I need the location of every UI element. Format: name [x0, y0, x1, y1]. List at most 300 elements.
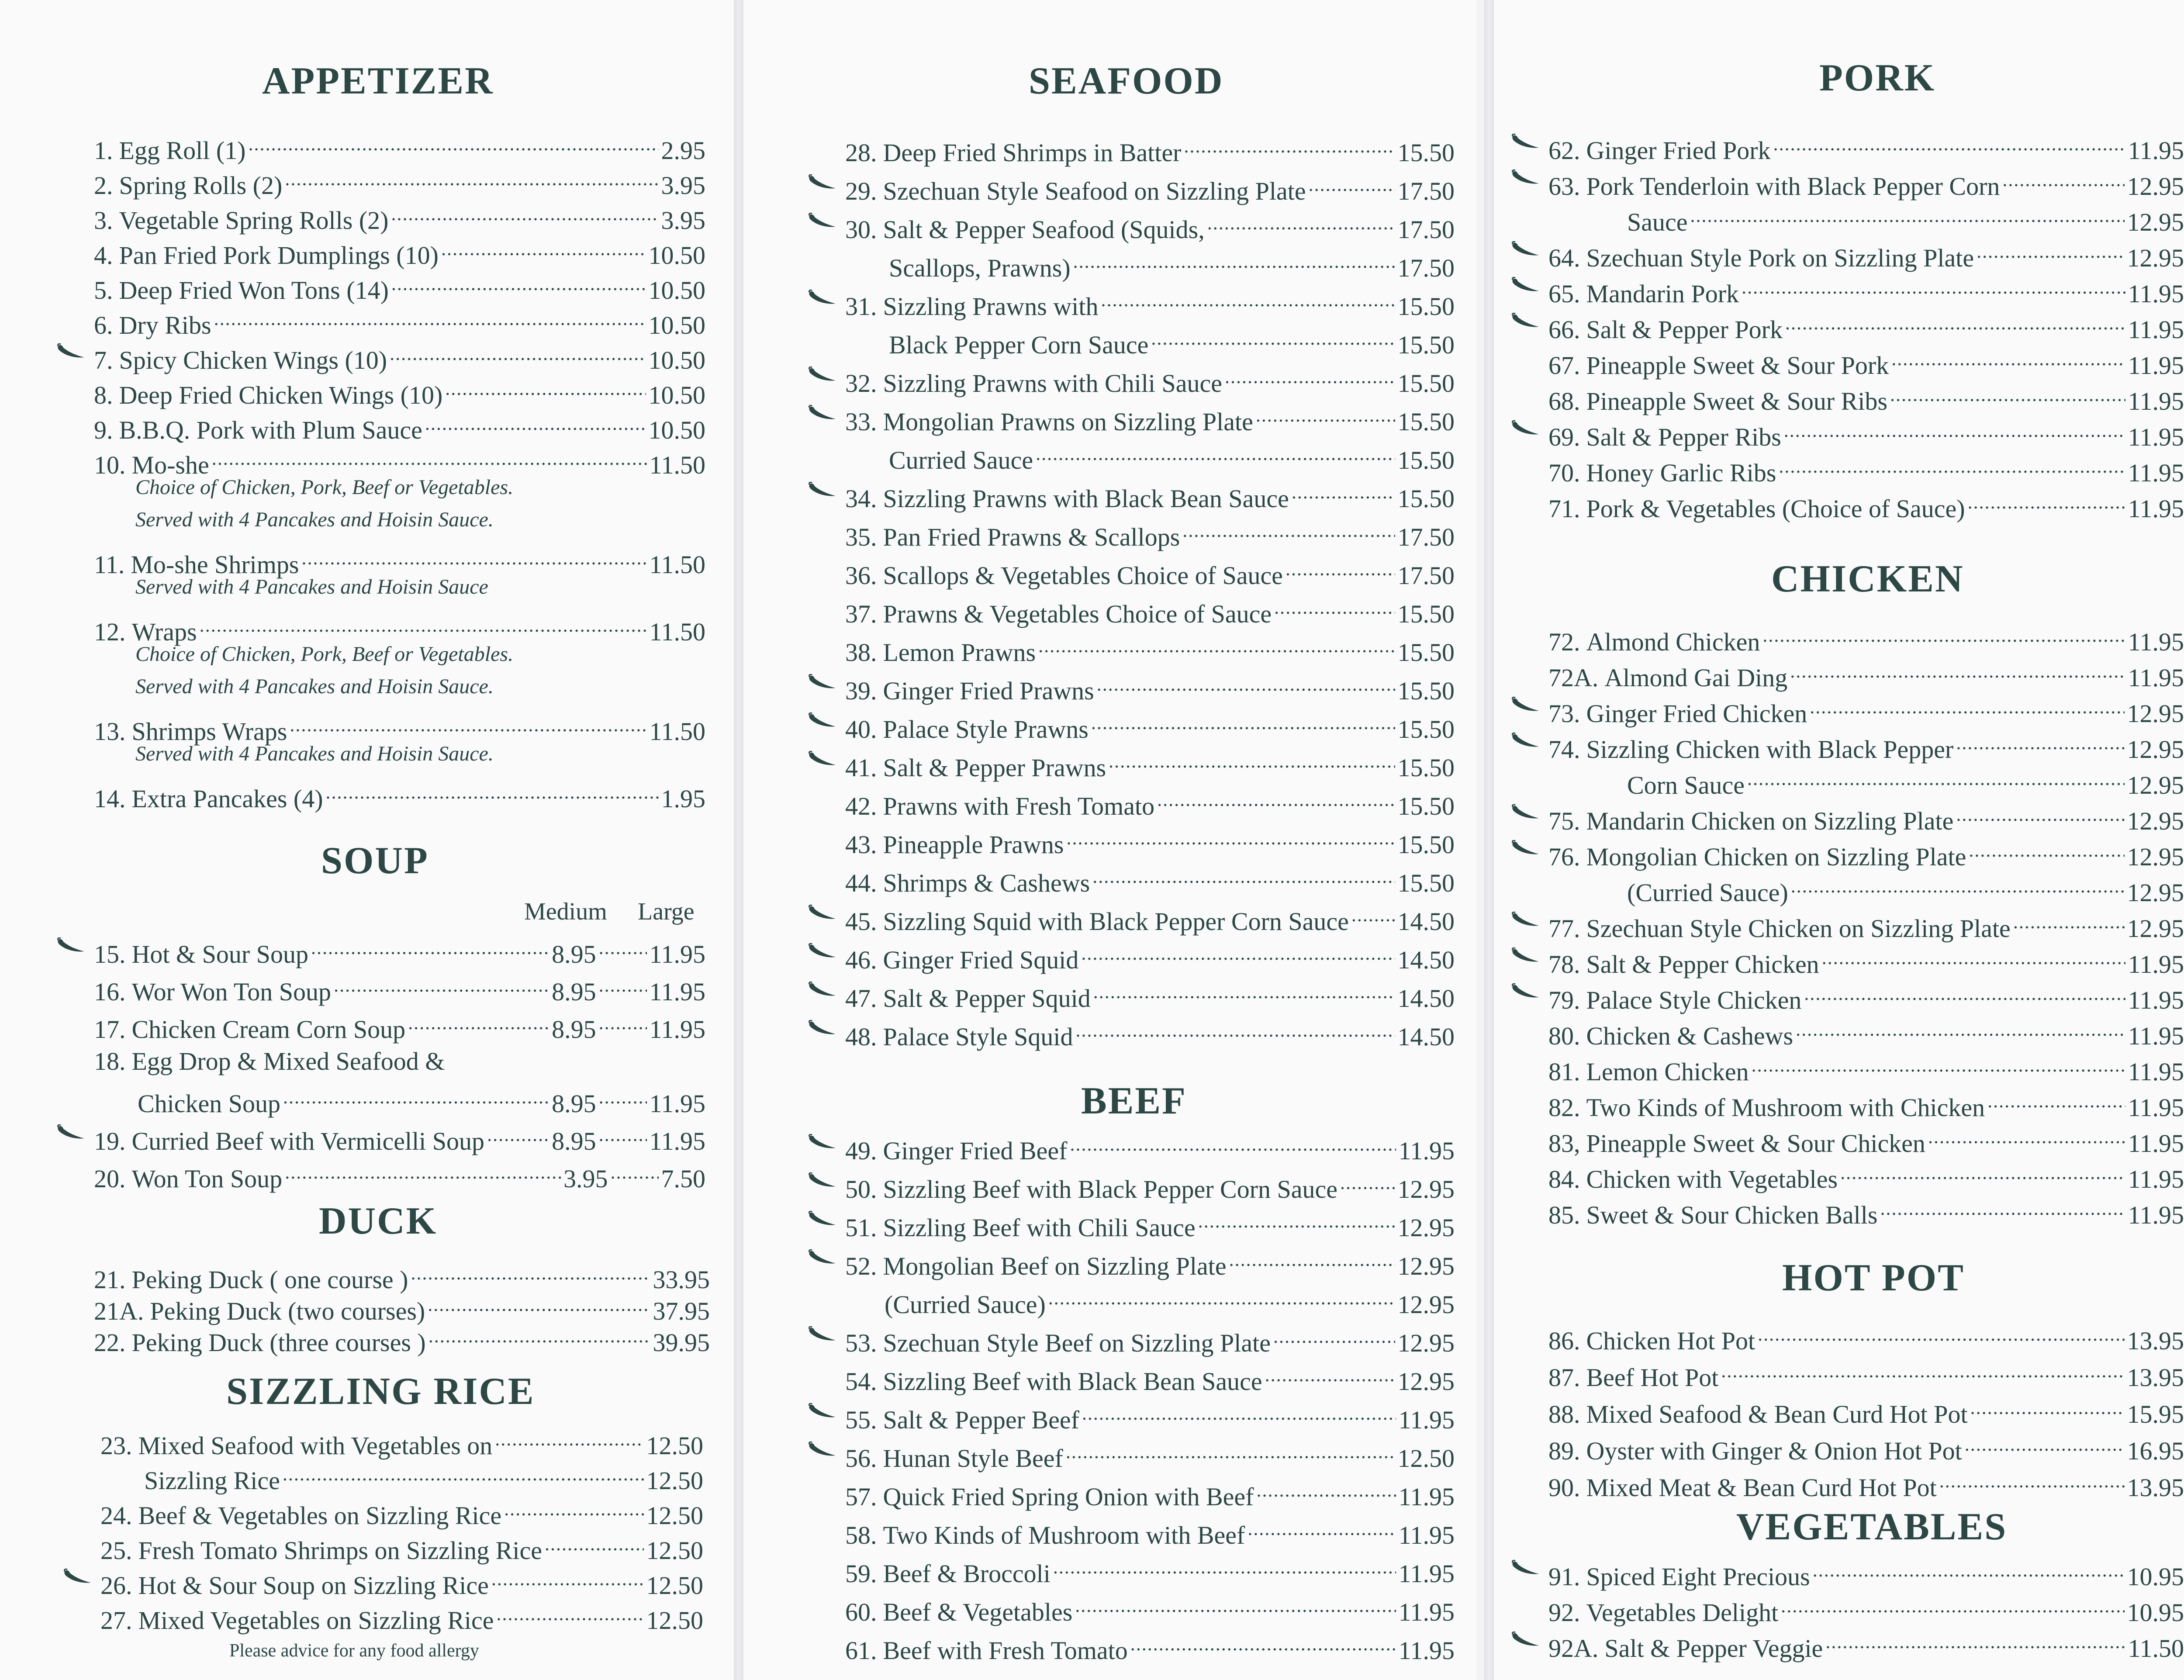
item-name: Szechuan Style Beef on Sizzling Plate: [883, 1329, 1271, 1357]
dot-leader: [1340, 1170, 1395, 1198]
item-price: 12.95: [2127, 699, 2184, 728]
dot-leader: [1225, 364, 1395, 392]
menu-item: [1548, 1321, 2184, 1355]
item-number: 31.: [845, 292, 877, 321]
item-price: 15.50: [1397, 754, 1455, 782]
dot-leader: [1082, 1400, 1396, 1428]
item-price: 17.50: [1397, 215, 1455, 244]
item-number: 6.: [94, 311, 113, 339]
item-number: 16.: [94, 978, 126, 1006]
item-number: 61.: [845, 1636, 877, 1665]
hot-pepper-icon: [807, 943, 837, 961]
item-price: 11.95: [2128, 387, 2184, 415]
item-number: 71.: [1548, 494, 1580, 523]
item-name-cont: Corn Sauce: [1627, 771, 1745, 799]
price-medium: 3.95: [563, 1165, 608, 1193]
item-name: Deep Fried Chicken Wings (10): [119, 381, 443, 409]
item-number: 28.: [845, 138, 877, 167]
hot-pepper-icon: [807, 1326, 837, 1344]
item-name: Sweet & Sour Chicken Balls: [1586, 1201, 1878, 1229]
menu-item: [1548, 981, 2184, 1014]
menu-item: [845, 1362, 1455, 1396]
item-name: Two Kinds of Mushroom with Beef: [883, 1521, 1245, 1549]
item-number: 60.: [845, 1598, 877, 1626]
item-number: 22.: [94, 1328, 126, 1357]
item-number: 63.: [1548, 172, 1580, 200]
hot-pepper-icon: [1510, 983, 1541, 1001]
item-name: Prawns & Vegetables Choice of Sauce: [883, 600, 1272, 628]
menu-item: [1548, 382, 2184, 415]
dot-leader: [1157, 787, 1395, 815]
item-price: 14.50: [1397, 984, 1455, 1013]
item-price: 12.95: [2127, 914, 2184, 943]
item-number: 13.: [94, 717, 126, 746]
item-price: 17.50: [1397, 177, 1455, 205]
menu-item: [1548, 909, 2184, 943]
item-price: 12.95: [1397, 1290, 1455, 1319]
menu-item: [845, 1400, 1455, 1434]
item-price: 12.50: [646, 1466, 703, 1495]
dot-leader: [441, 236, 646, 264]
item-number: 8.: [94, 381, 113, 409]
item-number: 49.: [845, 1137, 877, 1165]
menu-item: [845, 210, 1455, 244]
item-number: 59.: [845, 1559, 877, 1588]
dot-leader: [1053, 1554, 1396, 1582]
item-price: 15.50: [1397, 600, 1455, 628]
item-price: 15.50: [1397, 638, 1455, 667]
item-price: 12.50: [646, 1431, 703, 1460]
hot-pepper-icon: [807, 1211, 837, 1228]
item-number: 56.: [845, 1444, 877, 1473]
item-price: 11.95: [2128, 986, 2184, 1014]
item-price: 12.95: [2127, 878, 2184, 907]
item-name: Pineapple Sweet & Sour Chicken: [1586, 1129, 1925, 1158]
dot-leader: [1785, 310, 2125, 338]
item-name: Pineapple Sweet & Sour Ribs: [1586, 387, 1888, 415]
item-name: Peking Duck ( one course ): [131, 1265, 408, 1294]
menu-item: [1548, 239, 2184, 272]
dot-leader: [1779, 453, 2125, 481]
dot-leader: [1198, 1208, 1395, 1236]
item-name: Mandarin Pork: [1586, 280, 1739, 308]
item-name: Sizzling Beef with Black Bean Sauce: [883, 1367, 1262, 1396]
menu-item: [1548, 945, 2184, 978]
item-number: 19.: [94, 1127, 126, 1155]
menu-item: [1548, 1016, 2184, 1050]
item-number: 53.: [845, 1329, 877, 1357]
dot-leader: [428, 1292, 650, 1320]
item-price: 13.95: [2127, 1473, 2184, 1502]
menu-item: [1548, 1160, 2184, 1193]
item-name: Sizzling Chicken with Black Pepper: [1586, 735, 1954, 764]
hot-pepper-icon: [62, 1569, 93, 1586]
item-price: 12.95: [2127, 771, 2184, 799]
item-number: 18.: [94, 1047, 126, 1075]
item-price: 12.50: [646, 1606, 703, 1635]
item-number: 43.: [845, 830, 877, 859]
dot-leader: [1038, 633, 1395, 661]
menu-item: [845, 402, 1455, 436]
dot-leader: [611, 1159, 659, 1187]
dot-leader: [425, 411, 646, 439]
item-number: 64.: [1548, 244, 1580, 272]
item-number: 75.: [1548, 807, 1580, 835]
item-number: 20.: [94, 1165, 126, 1193]
menu-item: [845, 902, 1455, 936]
hot-pepper-icon: [1510, 1632, 1541, 1649]
dot-leader: [599, 935, 647, 963]
dot-leader: [1092, 864, 1395, 892]
menu-item: [1548, 167, 2184, 200]
dot-leader: [311, 935, 549, 963]
item-price: 12.50: [1397, 1444, 1455, 1473]
hot-pepper-icon: [1510, 697, 1541, 714]
item-name: Sizzling Beef with Black Pepper Corn Sauce: [883, 1175, 1338, 1203]
menu-item: [845, 787, 1455, 820]
fold-right: [1484, 0, 1494, 1680]
dot-leader: [495, 1426, 643, 1454]
item-price: 15.50: [1397, 869, 1455, 897]
hot-pepper-icon: [55, 1124, 86, 1142]
item-name: Vegetables Delight: [1586, 1598, 1779, 1627]
item-name-cont: (Curried Sauce): [885, 1290, 1046, 1319]
item-price: 11.95: [1398, 1406, 1455, 1434]
dot-leader: [1796, 1016, 2125, 1044]
dot-leader: [1880, 1196, 2125, 1224]
item-name: Hot & Sour Soup on Sizzling Rice: [138, 1571, 489, 1600]
item-price: 11.95: [2128, 280, 2184, 308]
dot-leader: [1309, 172, 1395, 200]
item-number: 92A.: [1548, 1634, 1599, 1663]
item-price: 11.95: [1398, 1483, 1455, 1511]
hot-pepper-icon: [1510, 1560, 1541, 1577]
item-name: Salt & Pepper Squid: [883, 984, 1091, 1013]
dot-leader: [491, 1566, 644, 1594]
item-name: Pan Fried Prawns & Scallops: [883, 523, 1180, 551]
item-name: Sizzling Prawns with Chili Sauce: [883, 369, 1222, 398]
item-price: 15.50: [1397, 331, 1455, 359]
dot-leader: [391, 201, 658, 229]
soup-item: [94, 972, 705, 1006]
dot-leader: [1075, 1017, 1395, 1045]
item-name: Sizzling Prawns with Black Bean Sauce: [883, 484, 1289, 513]
dot-leader: [1075, 1593, 1396, 1621]
menu-item: [94, 1323, 710, 1357]
item-name: Honey Garlic Ribs: [1586, 459, 1776, 487]
dot-leader: [429, 1323, 650, 1351]
soup-item: [94, 1084, 705, 1118]
hot-pepper-icon: [1510, 313, 1541, 330]
item-name: B.B.Q. Pork with Plum Sauce: [119, 416, 422, 444]
dot-leader: [212, 446, 647, 474]
item-note: Served with 4 Pancakes and Hoisin Sauce.: [135, 508, 494, 531]
item-number: 82.: [1548, 1093, 1580, 1122]
item-name: Pan Fried Pork Dumplings (10): [119, 241, 439, 270]
item-price: 11.95: [1398, 1559, 1455, 1588]
item-price: 11.95: [2128, 136, 2184, 165]
dot-leader: [283, 1461, 644, 1489]
item-price: 10.50: [648, 311, 705, 339]
item-number: 90.: [1548, 1473, 1580, 1502]
item-number: 30.: [845, 215, 877, 244]
item-name: Oyster with Ginger & Onion Hot Pot: [1586, 1437, 1962, 1465]
item-number: 62.: [1548, 136, 1580, 165]
menu-item: [1548, 1124, 2184, 1158]
item-number: 36.: [845, 561, 877, 590]
dot-leader: [1810, 694, 2124, 722]
section-title-appetizer: APPETIZER: [262, 60, 494, 102]
hot-pepper-icon: [55, 937, 86, 955]
hot-pepper-icon: [807, 1134, 837, 1151]
item-name: Beef & Vegetables: [883, 1598, 1073, 1626]
item-number: 55.: [845, 1406, 877, 1434]
menu-item: [845, 595, 1455, 628]
dot-leader: [285, 166, 658, 194]
item-name: Mo-she: [131, 451, 209, 479]
soup-item: [94, 1047, 705, 1075]
item-price: 14.50: [1397, 1023, 1455, 1051]
item-price: 11.50: [649, 550, 705, 579]
item-number: 4.: [94, 241, 113, 270]
menu-item: [100, 1531, 703, 1565]
item-number: 38.: [845, 638, 877, 667]
dot-leader: [1928, 1124, 2125, 1152]
item-name: Egg Roll (1): [119, 136, 246, 165]
menu-item: [845, 710, 1455, 743]
hot-pepper-icon: [807, 174, 837, 192]
dot-leader: [391, 271, 646, 299]
dot-leader: [1969, 837, 2124, 865]
item-number: 89.: [1548, 1437, 1580, 1465]
item-price: 10.95: [2127, 1598, 2184, 1627]
item-number: 33.: [845, 408, 877, 436]
dot-leader: [1773, 131, 2125, 159]
item-price: 17.50: [1397, 254, 1455, 282]
item-price: 12.95: [2127, 843, 2184, 871]
menu-item: [1548, 1468, 2184, 1502]
item-name: Wor Won Ton Soup: [131, 978, 332, 1006]
item-price: 15.50: [1397, 138, 1455, 167]
item-name: Palace Style Prawns: [883, 715, 1089, 743]
item-number: 46.: [845, 946, 877, 974]
menu-item: [100, 1496, 703, 1530]
item-price: 11.95: [1398, 1598, 1455, 1626]
menu-item: [1548, 418, 2184, 451]
section-title-hot-pot: HOT POT: [1782, 1257, 1965, 1299]
item-number: 34.: [845, 484, 877, 513]
hot-pepper-icon: [1510, 277, 1541, 294]
dot-leader: [599, 1122, 647, 1150]
hot-pepper-icon: [1510, 840, 1541, 857]
hot-pepper-icon: [807, 905, 837, 922]
menu-item: [94, 712, 705, 746]
item-number: 47.: [845, 984, 877, 1013]
soup-header-medium: Medium: [524, 898, 607, 925]
item-name: Chicken Hot Pot: [1586, 1327, 1755, 1355]
item-name: Chicken Cream Corn Soup: [131, 1015, 406, 1044]
menu-item: [1548, 658, 2184, 692]
menu-item: [94, 411, 705, 444]
item-number: 48.: [845, 1023, 877, 1051]
item-name: Ginger Fried Beef: [883, 1137, 1068, 1165]
menu-item: [1548, 730, 2184, 764]
menu-item: [845, 364, 1455, 398]
item-price: 17.50: [1397, 561, 1455, 590]
item-name: Ginger Fried Pork: [1586, 136, 1771, 165]
item-price: 12.50: [646, 1571, 703, 1600]
soup-item: [94, 1010, 705, 1044]
dot-leader: [1351, 902, 1395, 930]
item-number: 66.: [1548, 315, 1580, 344]
menu-item: [1548, 1358, 2184, 1392]
item-price: 12.95: [1397, 1367, 1455, 1396]
menu-item: [1548, 837, 2184, 871]
item-name: Pineapple Sweet & Sour Pork: [1586, 351, 1889, 380]
menu-item: [94, 341, 705, 374]
item-price: 15.50: [1397, 677, 1455, 705]
item-price: 13.95: [2127, 1327, 2184, 1355]
menu-item: [889, 325, 1455, 359]
item-number: 78.: [1548, 950, 1580, 978]
dot-leader: [1987, 1088, 2125, 1116]
menu-item: [845, 133, 1455, 167]
menu-item: [845, 518, 1455, 551]
item-number: 17.: [94, 1015, 126, 1044]
menu-item: [845, 287, 1455, 321]
item-number: 35.: [845, 523, 877, 551]
menu-item: [1548, 1395, 2184, 1428]
hot-pepper-icon: [807, 751, 837, 768]
item-number: 68.: [1548, 387, 1580, 415]
item-price: 12.95: [2127, 208, 2184, 236]
menu-item: [845, 1131, 1455, 1165]
hot-pepper-icon: [807, 1172, 837, 1190]
menu-item: [845, 1516, 1455, 1549]
dot-leader: [214, 306, 646, 334]
dot-leader: [2002, 167, 2124, 195]
menu-item: [94, 131, 705, 165]
section-title-duck: DUCK: [319, 1200, 438, 1242]
item-number: 12.: [94, 618, 126, 646]
hot-pepper-icon: [807, 982, 837, 999]
item-number: 5.: [94, 276, 113, 304]
dot-leader: [1036, 441, 1395, 469]
item-price: 11.95: [2128, 423, 2184, 451]
dot-leader: [200, 612, 647, 640]
hot-pepper-icon: [1510, 912, 1541, 929]
menu-item: [94, 201, 705, 235]
item-number: 25.: [100, 1536, 132, 1565]
item-name: Beef Hot Pot: [1586, 1363, 1719, 1392]
item-price: 15.95: [2127, 1400, 2184, 1428]
item-number: 84.: [1548, 1165, 1580, 1193]
menu-item: [845, 1439, 1455, 1473]
dot-leader: [1093, 979, 1395, 1007]
item-note: Choice of Chicken, Pork, Beef or Vegetables.: [135, 476, 514, 499]
item-name: Szechuan Style Chicken on Sizzling Plate: [1586, 914, 2011, 943]
item-number: 9.: [94, 416, 113, 444]
dot-leader: [1097, 671, 1395, 699]
item-price: 11.95: [1398, 1137, 1455, 1165]
menu-item: [845, 671, 1455, 705]
menu-item: [94, 306, 705, 339]
item-name-cont: Scallops, Prawns): [889, 254, 1071, 282]
item-name: Ginger Fried Squid: [883, 946, 1079, 974]
item-price: 12.95: [2127, 735, 2184, 764]
item-number: 15.: [94, 940, 126, 968]
item-number: 81.: [1548, 1058, 1580, 1086]
item-price: 39.95: [653, 1328, 710, 1357]
price-medium: 8.95: [552, 1015, 596, 1044]
item-number: 41.: [845, 754, 877, 782]
menu-item: [100, 1601, 703, 1635]
item-price: 12.95: [1397, 1329, 1455, 1357]
dot-leader: [1965, 1431, 2125, 1459]
item-number: 51.: [845, 1213, 877, 1242]
item-price: 15.50: [1397, 446, 1455, 474]
item-name: Mixed Seafood with Vegetables on: [138, 1431, 493, 1460]
item-number: 10.: [94, 451, 126, 479]
dot-leader: [1091, 710, 1395, 738]
item-name: Salt & Pepper Veggie: [1604, 1634, 1823, 1663]
item-price: 2.95: [661, 136, 705, 165]
dot-leader: [408, 1010, 549, 1038]
item-number: 70.: [1548, 459, 1580, 487]
item-number: 69.: [1548, 423, 1580, 451]
menu-item: [94, 545, 705, 579]
menu-item: [845, 1324, 1455, 1357]
item-name: Mo-she Shrimps: [131, 550, 299, 579]
item-number: 14.: [94, 785, 126, 813]
item-price: 33.95: [653, 1265, 710, 1294]
menu-item: [845, 1593, 1455, 1626]
menu-item: [1548, 489, 2184, 523]
menu-item: [94, 612, 705, 646]
dot-leader: [1762, 622, 2125, 650]
item-name: Pork Tenderloin with Black Pepper Corn: [1586, 172, 2000, 200]
soup-item: [94, 935, 705, 968]
item-name: Salt & Pepper Seafood (Squids,: [883, 215, 1205, 244]
item-price: 15.50: [1397, 484, 1455, 513]
item-name: Mixed Vegetables on Sizzling Rice: [138, 1606, 494, 1635]
menu-item: [100, 1426, 703, 1460]
item-price: 11.95: [2128, 664, 2184, 692]
dot-leader: [496, 1601, 643, 1629]
menu-item: [1548, 274, 2184, 308]
dot-leader: [599, 1010, 647, 1038]
hot-pepper-icon: [1510, 947, 1541, 965]
item-name: Shrimps & Cashews: [883, 869, 1090, 897]
dot-leader: [1292, 479, 1395, 507]
item-name: Deep Fried Won Tons (14): [119, 276, 389, 304]
dot-leader: [1804, 981, 2125, 1009]
item-name: Chicken Soup: [138, 1089, 281, 1118]
item-name: Spring Rolls (2): [119, 171, 283, 200]
item-name: Prawns with Fresh Tomato: [883, 792, 1155, 820]
item-name: Ginger Fried Prawns: [883, 677, 1094, 705]
item-number: 27.: [100, 1606, 132, 1635]
item-price: 11.95: [2128, 628, 2184, 656]
hot-pepper-icon: [807, 366, 837, 384]
price-large: 11.95: [649, 978, 705, 1006]
item-price: 10.50: [648, 241, 705, 270]
item-price: 10.95: [2127, 1562, 2184, 1591]
item-name: Palace Style Squid: [883, 1023, 1073, 1051]
item-price: 16.95: [2127, 1437, 2184, 1465]
item-number: 11.: [94, 550, 125, 579]
dot-leader: [1184, 133, 1395, 161]
